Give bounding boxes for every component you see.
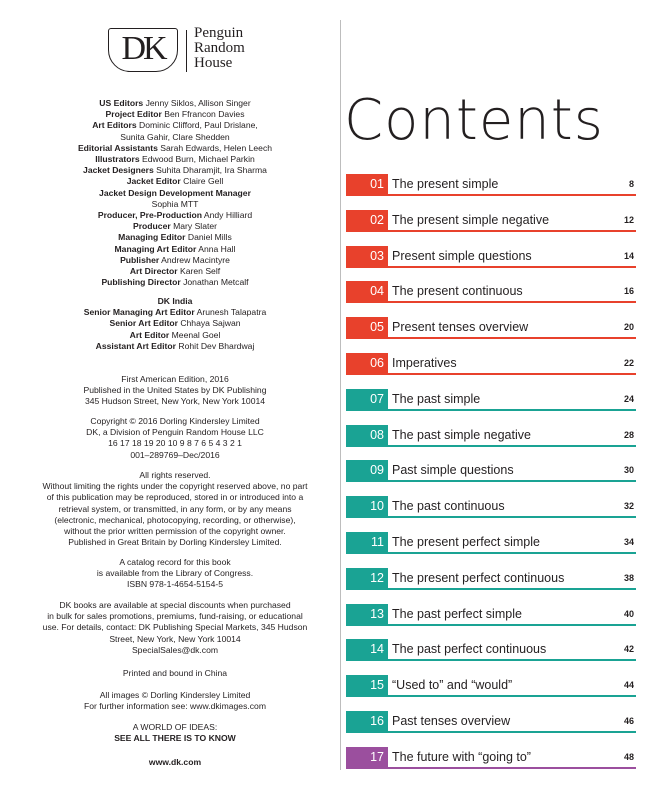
toc-entry-title: Present tenses overview [392,320,529,335]
toc-entry-page: 14 [623,250,634,261]
credit-role: Art Director [129,266,178,277]
toc-entry-title: Present simple questions [392,248,532,263]
toc-entry-title: The present perfect continuous [392,570,565,585]
credit-role: Producer, Pre-Production [97,210,202,221]
credits-india [10,296,340,352]
toc-entry-title: The past perfect continuous [392,642,547,657]
toc-entry[interactable] [346,317,636,353]
credit-role: Producer [132,221,171,232]
catalog-record: A catalog record for this book is available from the Library of Congress. ISBN 978-1-4654-5154-5 [96,557,254,590]
toc-entry[interactable] [346,460,636,496]
toc-entry[interactable] [346,532,636,568]
credit-role: Editorial Assistants [77,142,158,153]
penguin-random-house-wordmark: Penguin Random House [194,25,245,71]
credit-role: Jacket Editor [126,176,181,187]
credit-line [10,176,340,187]
toc-entry-title: The future with “going to” [392,749,531,764]
toc-entry-number: 17 [346,747,388,767]
toc-entry[interactable] [346,425,636,461]
credit-role: Art Editors [92,120,137,131]
credit-role: Jacket Designers [83,165,154,176]
toc-entry-rule [346,624,636,626]
credit-names: Suhita Dharamjit, Ira Sharma [156,165,267,176]
toc-entry-page: 42 [623,644,634,655]
logo-divider [186,30,187,72]
toc-entry-page: 12 [623,214,634,225]
toc-entry-title: Past tenses overview [392,713,511,728]
toc-entry-page: 48 [623,751,634,762]
toc-entry-title: The past simple negative [392,427,531,442]
image-credits: All images © Dorling Kindersley Limited For further information see: www.dkimages.com [84,690,266,712]
website: www.dk.com [148,757,202,767]
toc-entry-number: 01 [346,174,388,194]
toc-entry-rule [346,767,636,769]
toc-entry-title: The present perfect simple [392,534,540,549]
toc-entry-rule [346,695,636,697]
toc-entry-number: 13 [346,604,388,624]
toc-entry-rule [346,659,636,661]
toc-entry-page: 20 [623,322,634,333]
table-of-contents [346,174,636,783]
toc-entry-page: 22 [623,357,634,368]
toc-entry-title: The present continuous [392,284,523,299]
toc-entry-page: 38 [623,572,634,583]
credit-line [10,165,340,176]
toc-entry-page: 30 [623,465,634,476]
credit-line [10,244,340,255]
credit-line [10,330,340,341]
credit-names: Anna Hall [198,243,236,254]
edition-info: First American Edition, 2016 Published in the United States by DK Publishing 345 Hudson Street, New York, New York 10014 [83,374,267,407]
toc-entry[interactable] [346,246,636,282]
toc-entry[interactable] [346,353,636,389]
credit-names: Chhaya Sajwan [180,318,241,329]
toc-entry-rule [346,445,636,447]
toc-entry[interactable] [346,604,636,640]
credit-line [10,255,340,266]
credit-line [10,98,340,109]
credit-names: Sophia MTT [151,198,199,209]
toc-entry-page: 28 [623,429,634,440]
toc-entry-rule [346,409,636,411]
toc-entry-rule [346,552,636,554]
credit-names: Sunita Gahir, Clare Shedden [120,131,230,142]
credits-us [10,98,340,288]
credit-names: Ben Ffrancon Davies [164,109,245,120]
credit-names: Dominic Clifford, Paul Drislane, [139,120,258,131]
toc-entry-rule [346,301,636,303]
credit-line [10,188,340,199]
toc-entry-number: 09 [346,460,388,480]
toc-entry-number: 05 [346,317,388,337]
dk-logo-mark: DK [108,28,178,72]
toc-entry-number: 07 [346,389,388,409]
credit-role: Senior Managing Art Editor [83,307,195,318]
credits-india-heading: DK India [157,296,193,306]
contents-title: Contents [344,88,604,153]
toc-entry-rule [346,194,636,196]
toc-entry[interactable] [346,747,636,783]
toc-entry-title: The past simple [392,391,481,406]
toc-entry-page: 40 [623,608,634,619]
credit-names: Sarah Edwards, Helen Leech [160,142,273,153]
toc-entry-number: 08 [346,425,388,445]
toc-entry[interactable] [346,568,636,604]
toc-entry-rule [346,230,636,232]
toc-entry-page: 16 [623,286,634,297]
toc-entry[interactable] [346,639,636,675]
credit-role: Jacket Design Development Manager [99,187,251,198]
toc-entry-title: The present simple negative [392,212,550,227]
toc-entry-rule [346,266,636,268]
toc-entry-page: 34 [623,536,634,547]
credit-line [10,277,340,288]
toc-entry-number: 04 [346,281,388,301]
credit-line [10,221,340,232]
credit-role: Managing Editor [118,232,186,243]
copyright-info: Copyright © 2016 Dorling Kindersley Limited DK, a Division of Penguin Random House LLC 16 17 18 19 20 10 9 8 7 6 5 4 3 2 1 001–289769–Dec/2016 [86,416,264,460]
credit-names: Rohit Dev Bhardwaj [178,340,255,351]
toc-entry-rule [346,337,636,339]
credit-names: Karen Self [180,266,221,277]
toc-entry-number: 16 [346,711,388,731]
toc-entry-page: 8 [628,179,634,189]
toc-entry-rule [346,588,636,590]
rights-notice: All rights reserved. Without limiting the rights under the copyright reserved above, no part of this publication may be reproduced, stored in or introduced into a retrieval system, or transmitted, in any form, or by any means (electronic, mechanical, photocopying, recording, or otherwise), without the prior written permission of the copyright owner. Published in Great Britain by Dorling Kindersley Limited. [42,470,308,548]
toc-entry[interactable] [346,675,636,711]
credit-names: Meenal Goel [171,329,221,340]
toc-entry-page: 24 [623,393,634,404]
credit-role: Publisher [120,254,160,265]
credit-names: Edwood Burn, Michael Parkin [142,154,255,165]
credit-line [10,210,340,221]
credit-line [10,109,340,120]
credit-role: Assistant Art Editor [95,340,177,351]
credit-names: Jonathan Metcalf [183,277,249,288]
credit-names: Claire Gell [183,176,224,187]
toc-entry[interactable] [346,711,636,747]
toc-entry-number: 10 [346,496,388,516]
credit-role: Senior Art Editor [109,318,178,329]
tagline: A WORLD OF IDEAS: SEE ALL THERE IS TO KNOW [114,722,236,744]
toc-entry[interactable] [346,174,636,210]
credit-names: Jenny Siklos, Allison Singer [145,98,251,108]
toc-entry-number: 14 [346,639,388,659]
credit-role: Art Editor [129,329,170,340]
toc-entry-title: The past continuous [392,499,505,514]
credit-line [10,318,340,329]
credit-line [10,132,340,143]
credit-role: Publishing Director [101,277,181,288]
credit-role: Project Editor [105,109,162,120]
credit-role: US Editors [99,98,144,108]
toc-entry-number: 02 [346,210,388,230]
credit-names: Daniel Mills [187,232,232,243]
toc-entry-title: The past perfect simple [392,606,522,621]
toc-entry[interactable] [346,210,636,246]
toc-entry-page: 44 [623,680,634,691]
toc-entry-number: 11 [346,532,388,552]
credit-line [10,154,340,165]
toc-entry[interactable] [346,496,636,532]
credit-role: Illustrators [95,154,140,165]
toc-entry-page: 32 [623,501,634,512]
toc-entry[interactable] [346,389,636,425]
credit-names: Andy Hilliard [203,210,253,221]
toc-entry-rule [346,516,636,518]
toc-entry-number: 15 [346,675,388,695]
printed-in: Printed and bound in China [122,668,228,678]
toc-entry-page: 46 [623,715,634,726]
credit-line [10,232,340,243]
credit-names: Arunesh Talapatra [196,307,267,318]
toc-entry-rule [346,731,636,733]
credit-line [10,307,340,318]
toc-entry-number: 06 [346,353,388,373]
credit-line [10,143,340,154]
page-gutter [340,20,341,770]
credit-names: Andrew Macintyre [161,254,230,265]
toc-entry-title: Imperatives [392,355,457,370]
credit-line [10,120,340,131]
toc-entry-number: 03 [346,246,388,266]
toc-entry-rule [346,373,636,375]
toc-entry-title: Past simple questions [392,463,514,478]
toc-entry-title: The present simple [392,177,499,191]
toc-entry-number: 12 [346,568,388,588]
credit-names: Mary Slater [173,221,218,232]
credit-line [10,341,340,352]
special-sales: DK books are available at special discounts when purchased in bulk for sales promotions, premiums, fund-raising, or educational use. For details, contact: DK Publishing Special Markets, 345 Hudson Street, New York, New York 10014 SpecialSales@dk.com [42,600,308,655]
credit-line [10,266,340,277]
toc-entry[interactable] [346,281,636,317]
toc-entry-title: “Used to” and “would” [392,678,513,693]
credit-role: Managing Art Editor [114,243,197,254]
credit-line [10,199,340,210]
toc-entry-rule [346,480,636,482]
